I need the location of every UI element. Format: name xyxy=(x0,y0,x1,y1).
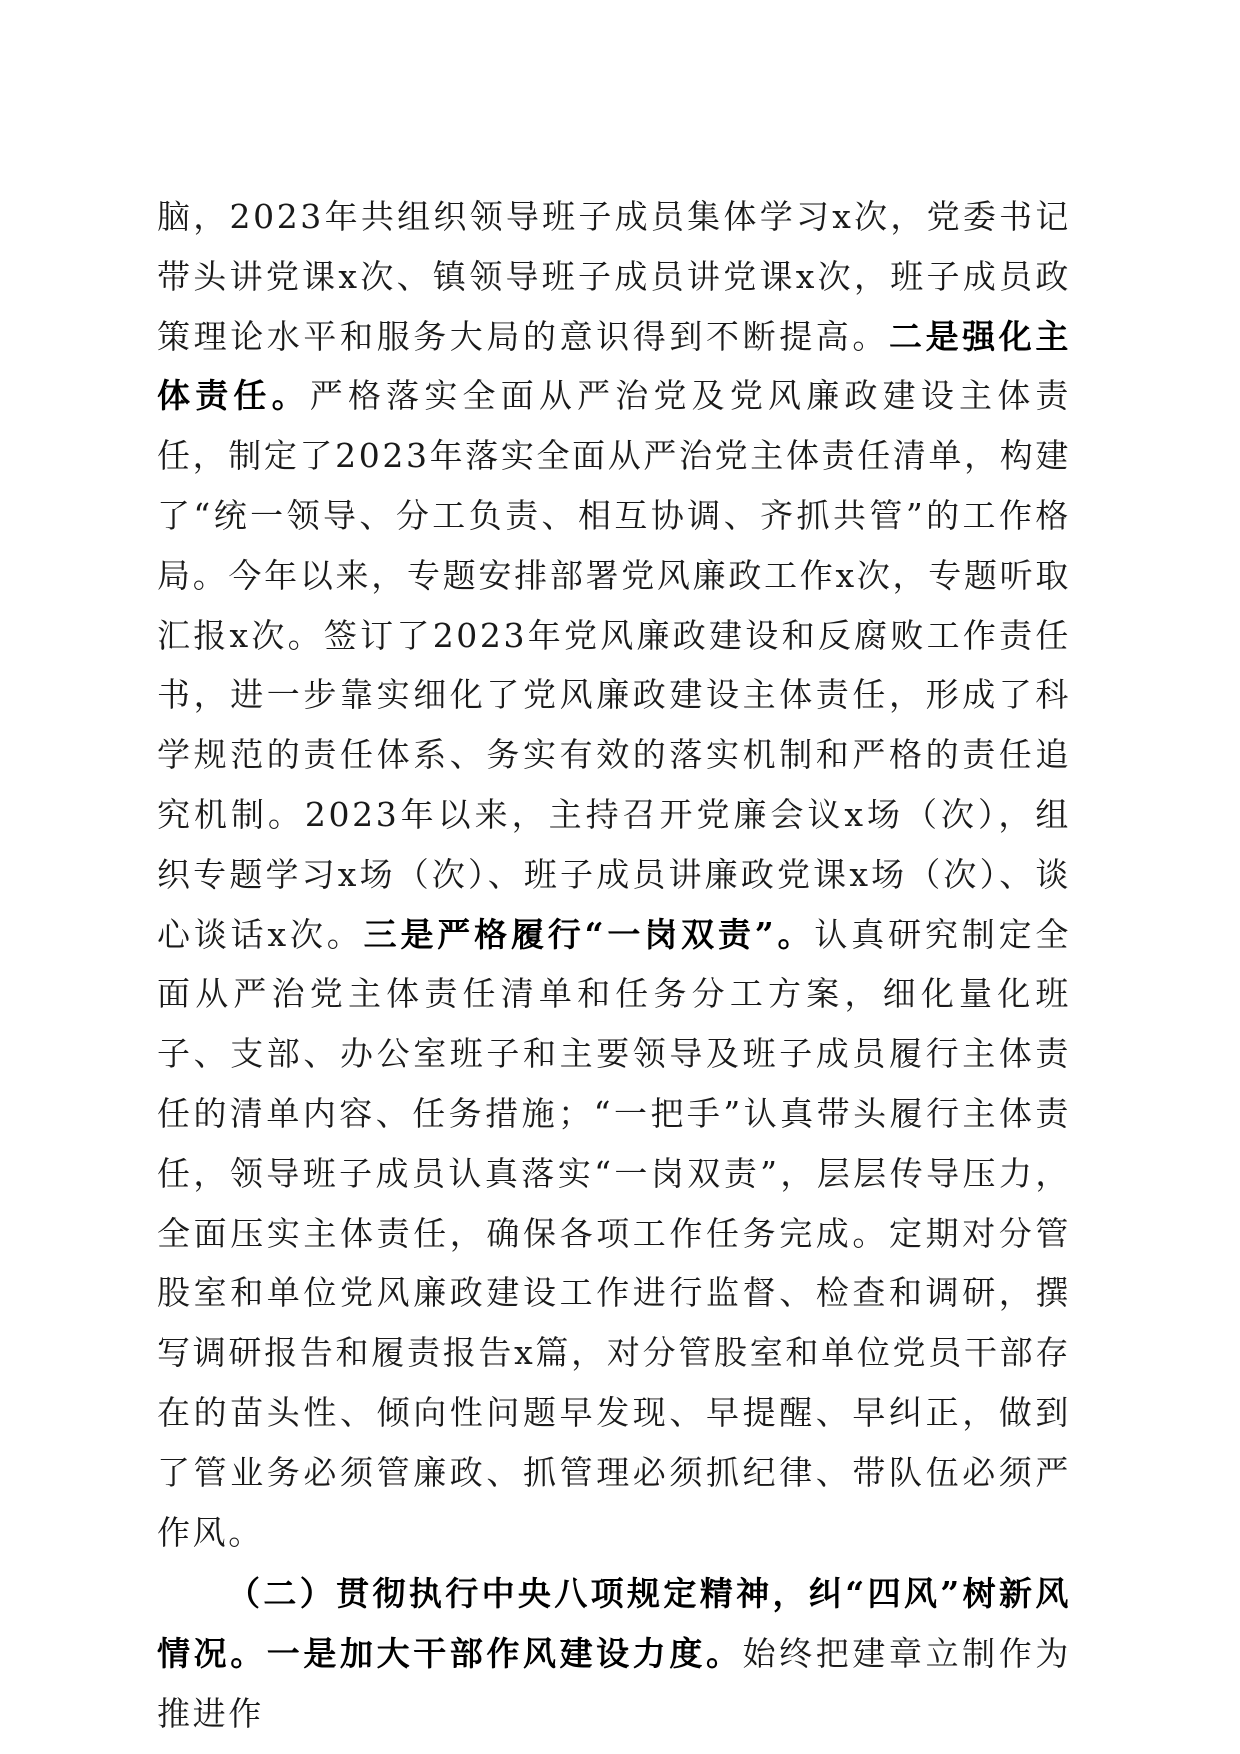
subheading-dual-duty: 三是严格履行“一岗双责”。 xyxy=(363,914,815,954)
paragraph-text-study: 脑，2023年共组织领导班子成员集体学习x次，党委书记带头讲党课x次、镇领导班子成员讲党课x次，班子成员政策理论水平和服务大局的意识得到不断提高。 xyxy=(157,197,1071,356)
paragraph-text-responsibility: 严格落实全面从严治党及党风廉政建设主体责任，制定了2023年落实全面从严治党主体责任清单，构建了“统一领导、分工负责、相互协调、齐抓共管”的工作格局。今年以来，专题安排部署党风廉政工作x次，专题听取汇报x次。签订了2023年党风廉政建设和反腐败工作责任书，进一步靠实细化了党风廉政建设主体责任，形成了科学规范的责任体系、务实有效的落实机制和严格的责任追究机制。2023年以来，主持召开党廉会议x场（次），组织专题学习x场（次）、班子成员讲廉政党课x场（次）、谈心谈话x次。 xyxy=(157,376,1071,954)
section-heading-eight-rules: （二）贯彻执行中央八项规定精神，纠“四风”树新风情况。 xyxy=(157,1574,1071,1674)
subheading-main-responsibility: 二是强化主体责任。 xyxy=(157,316,1071,416)
subheading-work-style: 一是加大干部作风建设力度。 xyxy=(266,1634,743,1674)
paragraph-eight-rules xyxy=(157,1564,1071,1743)
paragraph-text-dual-duty: 认真研究制定全面从严治党主体责任清单和任务分工方案，细化量化班子、支部、办公室班子和主要领导及班子成员履行主体责任的清单内容、任务措施；“一把手”认真带头履行主体责任，领导班子成员认真落实“一岗双责”，层层传导压力，全面压实主体责任，确保各项工作任务完成。定期对分管股室和单位党风廉政建设工作进行监督、检查和调研，撰写调研报告和履责报告x篇，对分管股室和单位党员干部存在的苗头性、倾向性问题早发现、早提醒、早纠正，做到了管业务必须管廉政、抓管理必须抓纪律、带队伍必须严作风。 xyxy=(157,914,1072,1552)
paragraph-responsibility xyxy=(157,187,1071,1562)
document-body xyxy=(157,187,1071,1744)
paragraph-text-work-style: 始终把建章立制作为推进作 xyxy=(157,1634,1071,1733)
